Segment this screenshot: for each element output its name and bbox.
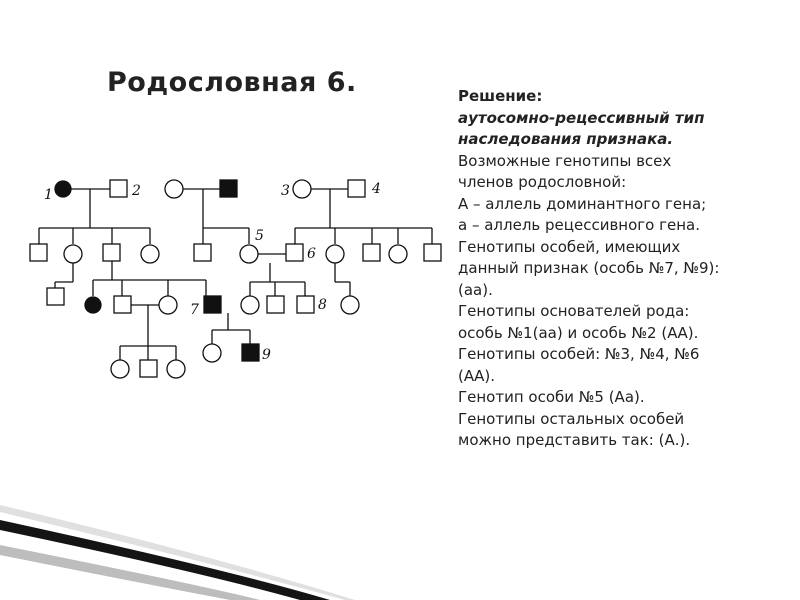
solution-line: а – аллель рецессивного гена. [458,216,700,234]
individual-9-affected-male [242,344,259,361]
solution-conclusion-line: аутосомно-рецессивный тип [458,108,705,127]
individual-female [326,245,344,263]
individual-female [165,180,183,198]
individual-female [167,360,185,378]
slide-title: Родословная 6. [107,67,357,98]
individual-male [30,244,47,261]
solution-conclusion-line: наследования признака. [458,130,674,148]
individual-7-affected-male [204,296,221,313]
solution-line: (аа). [458,280,493,299]
label-3: 3 [281,183,290,199]
label-9: 9 [262,347,271,363]
generation-1 [55,180,365,228]
generation-2 [30,228,441,263]
solution-line: особь №1(аа) и особь №2 (АА). [458,323,699,342]
solution-line: Генотипы особей, имеющих [458,237,681,256]
individual-female [241,296,259,314]
solution-line: Генотипы особей: №3, №4, №6 [458,345,700,363]
solution-line: Генотипы основателей рода: [458,302,690,320]
individual-male [114,296,131,313]
solution-line: Возможные генотипы всех [458,151,672,170]
individual-male [363,244,380,261]
individual-male [267,296,284,313]
solution-line: А – аллель доминантного гена; [458,194,707,213]
individual-5-female [240,245,258,263]
label-5: 5 [255,228,264,244]
individual-6-male [286,244,303,261]
individual-female [141,245,159,263]
solution-line: членов родословной: [458,173,627,191]
individual-female [203,344,221,362]
individual-1-affected-female [55,181,71,197]
pedigree-diagram [0,0,460,400]
individual-male [47,288,64,305]
solution-line: Генотипы остальных особей [458,409,685,428]
individual-female [111,360,129,378]
label-7: 7 [190,302,199,318]
individual-female [389,245,407,263]
individual-affected-female [85,297,101,313]
solution-line: данный признак (особь №7, №9): [458,259,720,277]
label-4: 4 [372,181,381,197]
solution-heading: Решение: [458,87,543,105]
individual-female [159,296,177,314]
individual-female [341,296,359,314]
individual-8-male [297,296,314,313]
label-2: 2 [132,183,141,199]
generation-3 [47,228,385,314]
solution-text [458,86,778,452]
individual-female [64,245,82,263]
individual-male [194,244,211,261]
label-1: 1 [44,187,53,203]
label-6: 6 [307,246,316,262]
individual-male [140,360,157,377]
solution-line: Генотип особи №5 (Аа). [458,388,645,406]
generation-4 [111,305,259,378]
individual-2-male [110,180,127,197]
individual-4-male [348,180,365,197]
label-8: 8 [318,297,327,313]
solution-line: можно представить так: (А.). [458,431,691,449]
solution-line: (АА). [458,366,495,385]
individual-male [103,244,120,261]
individual-affected-male [220,180,237,197]
individual-male [424,244,441,261]
individual-3-female [293,180,311,198]
